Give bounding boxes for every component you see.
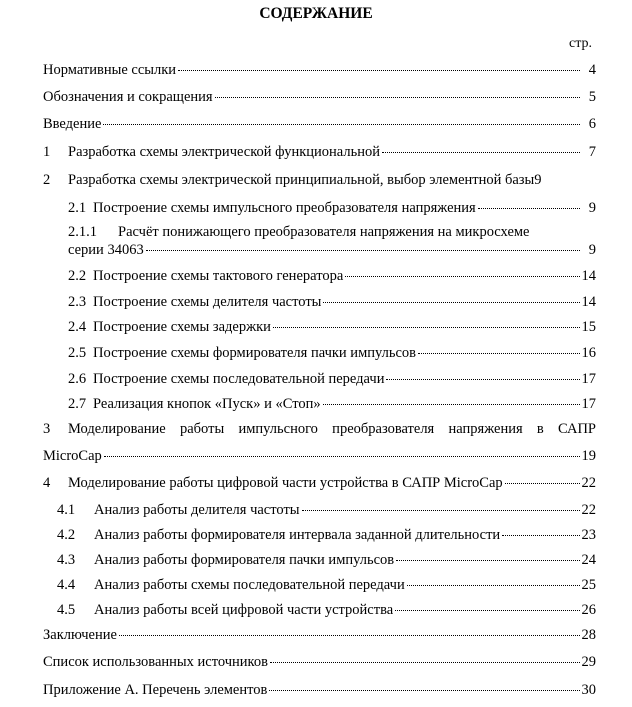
toc-entry[interactable] — [68, 240, 596, 260]
toc-entry-page: 9 — [588, 242, 596, 258]
dot-leader — [396, 560, 579, 561]
toc-entry-page: 9 — [534, 172, 542, 188]
dot-leader — [104, 456, 580, 457]
toc-entry[interactable] — [57, 500, 596, 520]
toc-entry-page: 16 — [581, 345, 596, 361]
toc-entry[interactable] — [57, 550, 596, 570]
toc-entry-text: Построение схемы делителя частоты — [93, 294, 322, 310]
dot-leader — [103, 124, 580, 125]
toc-entry-page: 22 — [581, 475, 596, 491]
toc-entry[interactable] — [57, 525, 596, 545]
toc-entry-text: Моделирование работы импульсного преобразователя напряжения в САПР — [68, 421, 596, 437]
page-title: СОДЕРЖАНИЕ — [259, 5, 373, 22]
toc-entry[interactable] — [43, 170, 596, 190]
toc-entry[interactable] — [68, 198, 596, 218]
toc-entry-page: 14 — [581, 268, 596, 284]
dot-leader — [345, 276, 579, 277]
toc-entry-text-continued: серии 34063 — [68, 242, 144, 258]
toc-entry-text: Список использованных источников — [43, 654, 268, 670]
toc-entry-text: Моделирование работы цифровой части устройства в САПР MicroCap — [68, 475, 503, 491]
toc-entry[interactable] — [68, 266, 596, 286]
toc-entry[interactable] — [43, 142, 596, 162]
toc-entry-page: 26 — [581, 602, 596, 618]
dot-leader — [146, 250, 580, 251]
toc-entry[interactable] — [43, 60, 596, 80]
toc-entry[interactable] — [43, 652, 596, 672]
toc-entry[interactable] — [43, 680, 596, 700]
toc-entry-page: 15 — [581, 319, 596, 335]
dot-leader — [215, 97, 580, 98]
toc-entry-number: 2.1 — [68, 200, 87, 216]
toc-entry-first-line[interactable] — [68, 223, 596, 241]
toc-entry[interactable] — [43, 473, 596, 493]
toc-entry-page: 7 — [588, 144, 596, 160]
toc-entry-text: Введение — [43, 116, 102, 132]
toc-entry-number: 4.3 — [57, 552, 76, 568]
toc-entry-page: 4 — [588, 62, 596, 78]
dot-leader — [478, 208, 580, 209]
toc-entry[interactable] — [43, 625, 596, 645]
toc-entry-text: Построение схемы формирователя пачки импульсов — [93, 345, 416, 361]
toc-entry-number: 2.5 — [68, 345, 87, 361]
toc-entry-number: 2.3 — [68, 294, 87, 310]
toc-entry-page: 17 — [581, 371, 596, 387]
toc-entry[interactable] — [57, 575, 596, 595]
toc-entry[interactable] — [68, 394, 596, 414]
toc-entry-number: 2 — [43, 172, 51, 188]
toc-entry-text: Построение схемы последовательной передачи — [93, 371, 385, 387]
toc-entry-text: Заключение — [43, 627, 117, 643]
dot-leader — [119, 635, 580, 636]
toc-entry-number: 2.6 — [68, 371, 87, 387]
toc-entry-page: 22 — [581, 502, 596, 518]
toc-entry-page: 23 — [581, 527, 596, 543]
toc-entry-text: Реализация кнопок «Пуск» и «Стоп» — [93, 396, 321, 412]
page-column-label: стр. — [568, 36, 592, 51]
dot-leader — [505, 483, 580, 484]
toc-entry-page: 30 — [581, 682, 596, 698]
toc-entry-text: Расчёт понижающего преобразователя напряжения на микросхеме — [118, 224, 530, 240]
toc-entry-text: Анализ работы всей цифровой части устройства — [94, 602, 394, 618]
toc-entry-page: 17 — [581, 396, 596, 412]
toc-entry-text: Разработка схемы электрической принципиальной, выбор элементной базы — [68, 172, 535, 188]
toc-entry[interactable] — [68, 317, 596, 337]
toc-entry-text: Анализ работы формирователя пачки импульсов — [94, 552, 395, 568]
toc-entry[interactable] — [43, 446, 596, 466]
toc-entry-number: 3 — [43, 421, 51, 437]
dot-leader — [323, 404, 580, 405]
toc-entry-number: 4 — [43, 475, 51, 491]
toc-entry-text: Приложение А. Перечень элементов — [43, 682, 268, 698]
toc-entry-page: 29 — [581, 654, 596, 670]
dot-leader — [269, 690, 579, 691]
toc-entry[interactable] — [68, 292, 596, 312]
toc-entry-number: 2.4 — [68, 319, 87, 335]
toc-entry[interactable] — [57, 600, 596, 620]
toc-entry-page: 19 — [581, 448, 596, 464]
toc-entry-page: 9 — [588, 200, 596, 216]
toc-entry-text: Построение схемы импульсного преобразователя напряжения — [93, 200, 476, 216]
toc-entry[interactable] — [43, 87, 596, 107]
toc-entry-page: 24 — [581, 552, 596, 568]
toc-entry-page: 25 — [581, 577, 596, 593]
toc-entry-page: 6 — [588, 116, 596, 132]
toc-entry-text: Анализ работы делителя частоты — [94, 502, 300, 518]
toc-entry-text: Обозначения и сокращения — [43, 89, 213, 105]
toc-entry-text: Построение схемы тактового генератора — [93, 268, 344, 284]
toc-entry-page: 5 — [588, 89, 596, 105]
dot-leader — [395, 610, 579, 611]
toc-entry[interactable] — [43, 114, 596, 134]
toc-entry-text: Построение схемы задержки — [93, 319, 271, 335]
toc-entry-text: Разработка схемы электрической функциональной — [68, 144, 380, 160]
dot-leader — [302, 510, 580, 511]
toc-entry-number: 4.1 — [57, 502, 76, 518]
toc-entry-number: 1 — [43, 144, 51, 160]
toc-entry-text-continued: MicroCap — [43, 448, 102, 464]
dot-leader — [270, 662, 580, 663]
toc-entry[interactable] — [68, 343, 596, 363]
toc-entry-number: 2.7 — [68, 396, 87, 412]
toc-entry-number: 4.5 — [57, 602, 76, 618]
toc-entry-page: 14 — [581, 294, 596, 310]
toc-entry-first-line[interactable] — [43, 419, 596, 439]
dot-leader — [382, 152, 580, 153]
dot-leader — [386, 379, 579, 380]
toc-entry-text: Анализ работы схемы последовательной передачи — [94, 577, 405, 593]
dot-leader — [502, 535, 579, 536]
dot-leader — [418, 353, 580, 354]
toc-entry-text: Нормативные ссылки — [43, 62, 177, 78]
toc-entry-number: 4.2 — [57, 527, 76, 543]
toc-entry-number: 2.1.1 — [68, 224, 97, 240]
toc-entry-page: 28 — [581, 627, 596, 643]
toc-entry-number: 2.2 — [68, 268, 87, 284]
toc-entry-text: Анализ работы формирователя интервала заданной длительности — [94, 527, 501, 543]
dot-leader — [273, 327, 580, 328]
dot-leader — [178, 70, 580, 71]
toc-entry-number: 4.4 — [57, 577, 76, 593]
toc-entry[interactable] — [68, 369, 596, 389]
dot-leader — [407, 585, 580, 586]
dot-leader — [323, 302, 579, 303]
